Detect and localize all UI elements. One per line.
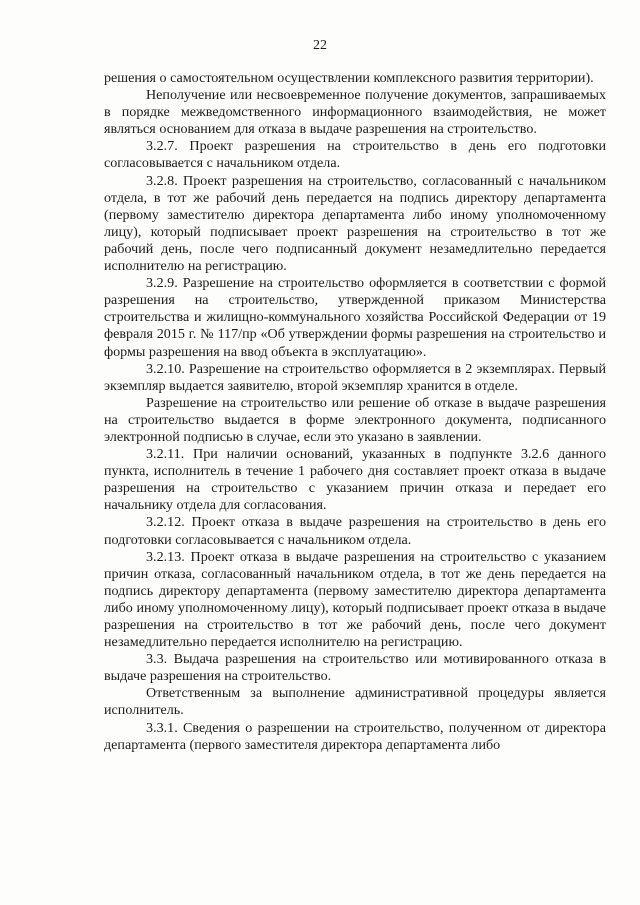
paragraph-responsible: Ответственным за выполнение административной процедуры является исполнитель. bbox=[104, 685, 606, 719]
document-body bbox=[104, 70, 606, 754]
paragraph-3-2-9: 3.2.9. Разрешение на строительство оформляется в соответствии с формой разрешения на строительство, утвержденной приказом Министерства строительства и жилищно-коммунального хозяйства Российской Федерации от 19 февраля 2015 г. № 117/пр «Об утверждении формы разрешения на строительство и формы разрешения на ввод объекта в эксплуатацию». bbox=[104, 275, 606, 360]
paragraph-3-2-7: 3.2.7. Проект разрешения на строительство в день его подготовки согласовывается с начальником отдела. bbox=[104, 138, 606, 172]
paragraph-3-3-1: 3.3.1. Сведения о разрешении на строительство, полученном от директора департамента (первого заместителя директора департамента либо bbox=[104, 719, 606, 753]
paragraph-3-3: 3.3. Выдача разрешения на строительство или мотивированного отказа в выдаче разрешения на строительство. bbox=[104, 651, 606, 685]
paragraph-3-2-8: 3.2.8. Проект разрешения на строительство, согласованный с начальником отдела, в тот же рабочий день передается на подпись директору департамента (первому заместителю директора департамента либо иному уполномоченному лицу), который подписывает проект разрешения на строительство в тот же рабочий день, после чего подписанный документ незамедлительно передается исполнителю на регистрацию. bbox=[104, 172, 606, 275]
paragraph-electronic-form: Разрешение на строительство или решение об отказе в выдаче разрешения на строительство выдается в форме электронного документа, подписанного электронной подписью в случае, если это указано в заявлении. bbox=[104, 394, 606, 445]
paragraph-3-2-11: 3.2.11. При наличии оснований, указанных в подпункте 3.2.6 данного пункта, исполнитель в течение 1 рабочего дня составляет проект отказа в выдаче разрешения на строительство с указанием причин отказа и передает его начальнику отдела для согласования. bbox=[104, 446, 606, 514]
paragraph-continuation: решения о самостоятельном осуществлении комплексного развития территории). bbox=[104, 70, 594, 86]
paragraph-3-2-12: 3.2.12. Проект отказа в выдаче разрешения на строительство в день его подготовки согласовывается с начальником отдела. bbox=[104, 514, 606, 548]
page-number: 22 bbox=[313, 38, 327, 53]
paragraph-3-2-10: 3.2.10. Разрешение на строительство оформляется в 2 экземплярах. Первый экземпляр выдается заявителю, второй экземпляр хранится в отделе. bbox=[104, 360, 606, 394]
paragraph-3-2-13: 3.2.13. Проект отказа в выдаче разрешения на строительство с указанием причин отказа, согласованный начальником отдела, в тот же день передается на подпись директору департамента (первому заместителю директора департамента либо иному уполномоченному лицу), который подписывает проект отказа в выдаче разрешения на строительство в тот же рабочий день, после чего документ незамедлительно передается исполнителю на регистрацию. bbox=[104, 548, 606, 651]
paragraph-non-receipt: Неполучение или несвоевременное получение документов, запрашиваемых в порядке межведомственного информационного взаимодействия, не может являться основанием для отказа в выдаче разрешения на строительство. bbox=[104, 87, 606, 138]
